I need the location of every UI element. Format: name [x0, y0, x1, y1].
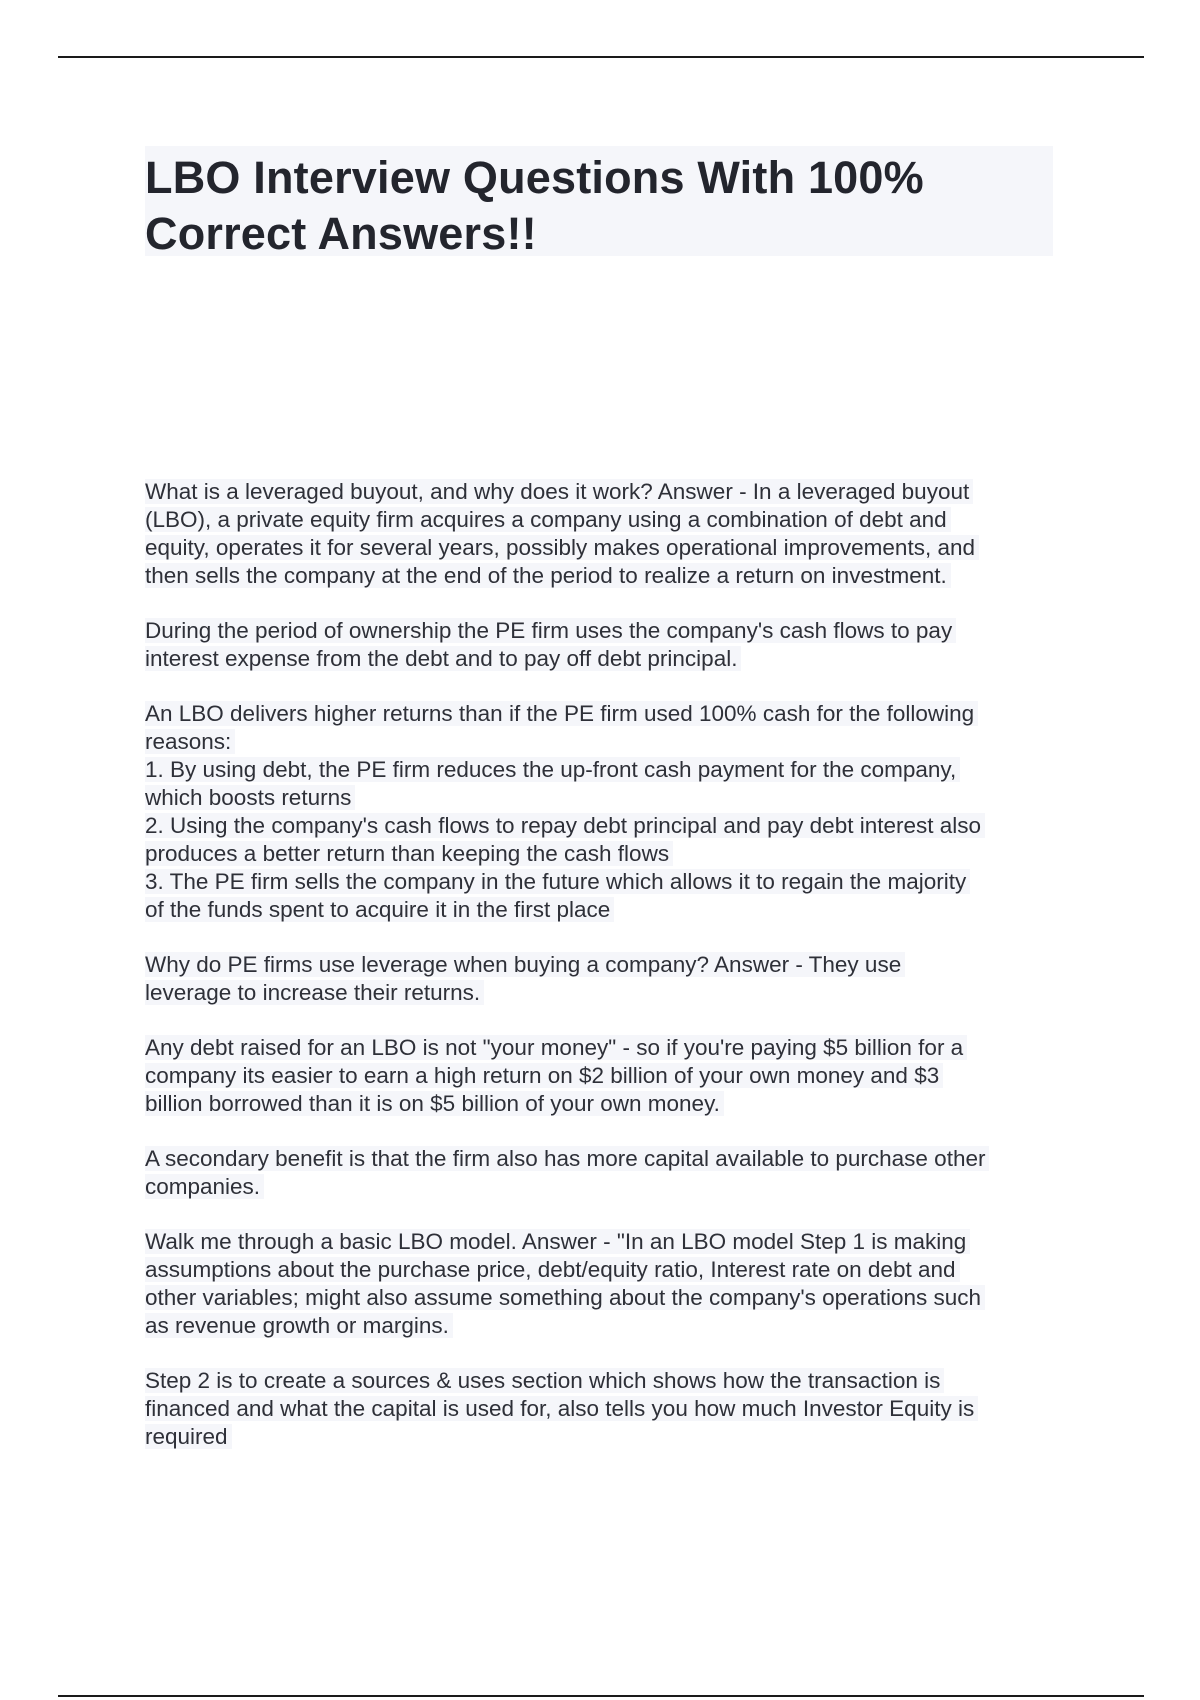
- text-line: [145, 1312, 1057, 1340]
- text-line-content: An LBO delivers higher returns than if the PE firm used 100% cash for the following: [145, 701, 978, 726]
- text-line: [145, 1034, 1057, 1062]
- text-line-content: as revenue growth or margins.: [145, 1313, 453, 1338]
- footer-rule: [58, 1695, 1144, 1697]
- text-line-content: 1. By using debt, the PE firm reduces the up-front cash payment for the company,: [145, 757, 960, 782]
- text-line-content: Step 2 is to create a sources & uses section which shows how the transaction is: [145, 1368, 944, 1393]
- text-line-content: Walk me through a basic LBO model. Answer - "In an LBO model Step 1 is making: [145, 1229, 970, 1254]
- text-line: [145, 645, 1057, 673]
- text-line: [145, 812, 1057, 840]
- text-line-content: assumptions about the purchase price, debt/equity ratio, Interest rate on debt and: [145, 1257, 960, 1282]
- paragraph: [145, 700, 1057, 924]
- text-line-content: financed and what the capital is used for, also tells you how much Investor Equity is: [145, 1396, 978, 1421]
- text-line-content: A secondary benefit is that the firm also has more capital available to purchase other: [145, 1146, 989, 1171]
- text-line-content: Any debt raised for an LBO is not "your money" - so if you're paying $5 billion for a: [145, 1035, 967, 1060]
- text-line-content: of the funds spent to acquire it in the first place: [145, 897, 614, 922]
- text-line-content: required: [145, 1424, 232, 1449]
- paragraph: [145, 1145, 1057, 1201]
- text-line-content: other variables; might also assume something about the company's operations such: [145, 1285, 985, 1310]
- text-line: [145, 1145, 1057, 1173]
- paragraph: [145, 1228, 1057, 1340]
- paragraph: [145, 1367, 1057, 1451]
- title-line: Correct Answers!!: [145, 208, 537, 259]
- text-line: [145, 728, 1057, 756]
- text-line-content: 3. The PE firm sells the company in the future which allows it to regain the majority: [145, 869, 970, 894]
- text-line-content: billion borrowed than it is on $5 billion of your own money.: [145, 1091, 724, 1116]
- text-line: [145, 784, 1057, 812]
- text-line: [145, 617, 1057, 645]
- paragraph: [145, 617, 1057, 673]
- text-line: [145, 1395, 1057, 1423]
- text-line: [145, 506, 1057, 534]
- text-line: [145, 1284, 1057, 1312]
- text-line: [145, 534, 1057, 562]
- title-block: [145, 146, 1053, 259]
- text-line-content: reasons:: [145, 729, 235, 754]
- text-line-content: (LBO), a private equity firm acquires a company using a combination of debt and: [145, 507, 951, 532]
- text-line: [145, 896, 1057, 924]
- text-line-content: equity, operates it for several years, possibly makes operational improvements, and: [145, 535, 979, 560]
- paragraph: [145, 951, 1057, 1007]
- text-line: [145, 979, 1057, 1007]
- title-line: LBO Interview Questions With 100%: [145, 152, 924, 203]
- text-line: [145, 868, 1057, 896]
- text-line-content: company its easier to earn a high return on $2 billion of your own money and $3: [145, 1063, 943, 1088]
- text-line: [145, 700, 1057, 728]
- text-line: [145, 1367, 1057, 1395]
- text-line-content: interest expense from the debt and to pay off debt principal.: [145, 646, 741, 671]
- text-line-content: companies.: [145, 1174, 264, 1199]
- text-line: [145, 1256, 1057, 1284]
- paragraph: [145, 478, 1057, 590]
- text-line-content: During the period of ownership the PE firm uses the company's cash flows to pay: [145, 618, 956, 643]
- text-line-content: leverage to increase their returns.: [145, 980, 484, 1005]
- document-title: [145, 146, 1053, 262]
- text-line: [145, 840, 1057, 868]
- header-rule: [58, 56, 1144, 58]
- text-line-content: Why do PE firms use leverage when buying a company? Answer - They use: [145, 952, 905, 977]
- text-line-content: produces a better return than keeping the cash flows: [145, 841, 673, 866]
- text-line-content: which boosts returns: [145, 785, 355, 810]
- text-line: [145, 1423, 1057, 1451]
- paragraph: [145, 1034, 1057, 1118]
- text-line-content: then sells the company at the end of the period to realize a return on investment.: [145, 563, 951, 588]
- text-line-content: What is a leveraged buyout, and why does it work? Answer - In a leveraged buyout: [145, 479, 973, 504]
- text-line: [145, 562, 1057, 590]
- text-line: [145, 1090, 1057, 1118]
- text-line: [145, 951, 1057, 979]
- document-body: [145, 478, 1057, 1478]
- text-line: [145, 756, 1057, 784]
- text-line: [145, 1062, 1057, 1090]
- text-line: [145, 1173, 1057, 1201]
- text-line: [145, 1228, 1057, 1256]
- text-line-content: 2. Using the company's cash flows to repay debt principal and pay debt interest also: [145, 813, 985, 838]
- text-line: [145, 478, 1057, 506]
